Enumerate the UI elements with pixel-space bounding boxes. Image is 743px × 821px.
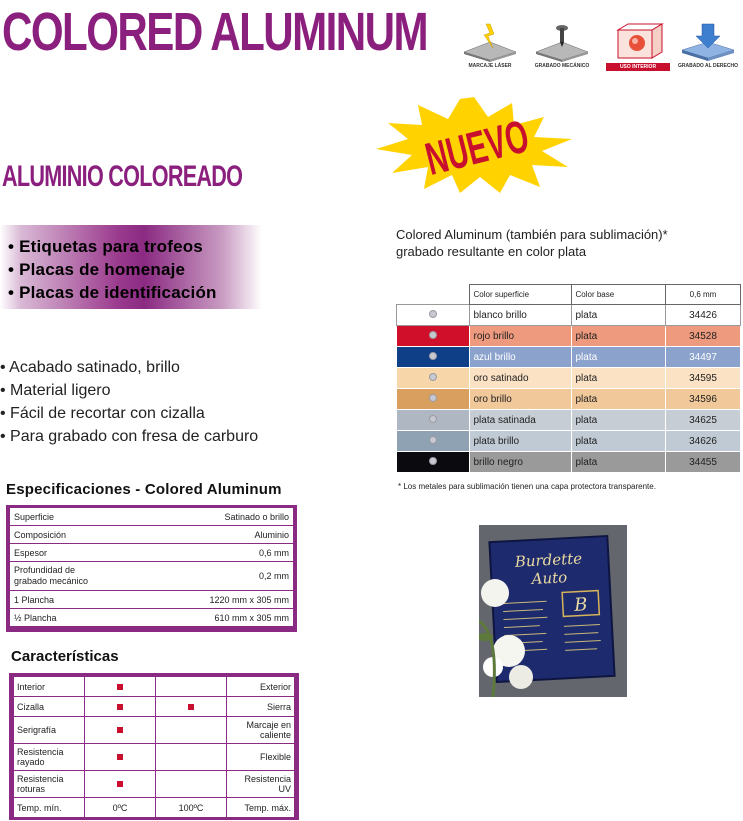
mark-icon [117,754,123,760]
application-item: • Placas de identificación [8,281,262,304]
char-mark-b [156,677,227,697]
column-header: Color base [571,285,666,305]
mark-icon [117,704,123,710]
color-swatch [397,368,470,389]
footnote: * Los metales para sublimación tienen una capa protectora transparente. [398,482,656,491]
characteristics-box [9,673,299,820]
table-row [10,562,293,591]
table-row [397,305,741,326]
table-row [10,526,293,544]
spec-value: 1220 mm x 305 mm [98,591,293,609]
product-code: 34528 [666,326,741,347]
char-mark-a [85,771,156,798]
silver-dot-icon [429,415,437,423]
product-code: 34497 [666,347,741,368]
table-row [14,677,295,697]
table-row [10,544,293,562]
feature-item: • Fácil de recortar con cizalla [0,402,258,425]
description-line: Colored Aluminum (también para sublimación)* [396,227,668,242]
surface-color: brillo negro [469,452,571,473]
color-swatch [397,410,470,431]
surface-color: rojo brillo [469,326,571,347]
plaque-title: Burdette [514,549,583,571]
feature-item: • Para grabado con fresa de carburo [0,425,258,448]
specs-heading: Especificaciones - Colored Aluminum [6,481,282,498]
description-line: grabado resultante en color plata [396,244,587,259]
spec-value: Satinado o brillo [98,508,293,526]
feature-item: • Acabado satinado, brillo [0,356,258,379]
color-swatch [397,389,470,410]
char-left-label: Interior [14,677,85,697]
specs-table [10,508,293,626]
color-swatch [397,431,470,452]
applications-band [0,225,262,309]
table-row [397,389,741,410]
plaque-title: Auto [531,568,568,589]
table-row [14,798,295,818]
silver-dot-icon [429,457,437,465]
temp-min-value: 0ºC [85,798,156,818]
rotary-engraving-icon: GRABADO MECÁNICO [530,22,594,74]
table-row [10,591,293,609]
product-code: 34626 [666,431,741,452]
features-list [0,356,258,448]
color-swatch [397,305,470,326]
char-mark-a [85,717,156,744]
surface-color: plata satinada [469,410,571,431]
char-right-label: Flexible [227,744,295,771]
table-row [397,431,741,452]
char-mark-b [156,717,227,744]
product-code: 34596 [666,389,741,410]
indoor-use-icon: USO INTERIOR [606,22,670,74]
char-right-label: Resistencia UV [227,771,295,798]
mark-icon [117,727,123,733]
laser-engraving-icon: MARCAJE LÁSER [458,22,522,74]
column-header: Color superficie [469,285,571,305]
base-color: plata [571,305,666,326]
silver-dot-icon [429,373,437,381]
product-code: 34595 [666,368,741,389]
char-mark-a [85,677,156,697]
spec-label: 1 Plancha [10,591,98,609]
char-mark-a [85,744,156,771]
specs-box [6,505,297,632]
char-right-label: Sierra [227,697,295,717]
silver-dot-icon [429,331,437,339]
base-color: plata [571,326,666,347]
table-row [397,368,741,389]
table-row [397,347,741,368]
color-swatch [397,326,470,347]
product-code: 34625 [666,410,741,431]
char-mark-b [156,744,227,771]
swatch-header [397,285,470,305]
spec-label: ½ Plancha [14,612,57,623]
base-color: plata [571,410,666,431]
surface-color: oro brillo [469,389,571,410]
spec-value: 0,6 mm [98,544,293,562]
column-header: 0,6 mm [666,285,741,305]
new-badge-text: NUEVO [420,95,577,185]
table-row [10,609,293,627]
table-row [14,717,295,744]
application-item: • Etiquetas para trofeos [8,235,262,258]
spec-value: Aluminio [98,526,293,544]
silver-dot-icon [429,352,437,360]
front-engraving-icon: GRABADO AL DERECHO [676,22,740,74]
product-photo [479,525,627,697]
table-row [10,508,293,526]
product-code: 34426 [666,305,741,326]
temp-min-label: Temp. mín. [14,798,85,818]
char-mark-b [156,771,227,798]
surface-color: oro satinado [469,368,571,389]
silver-dot-icon [429,310,437,318]
feature-item: • Material ligero [0,379,258,402]
mark-icon [117,781,123,787]
characteristics-heading: Características [11,648,119,665]
spec-value: 610 mm x 305 mm [214,612,289,623]
product-description [396,226,668,260]
char-mark-b [156,697,227,717]
process-icons [458,22,743,74]
base-color: plata [571,368,666,389]
new-badge [372,95,577,195]
surface-color: azul brillo [469,347,571,368]
table-row [397,326,741,347]
mark-icon [188,704,194,710]
char-right-label: Marcaje en caliente [227,717,295,744]
table-row [397,452,741,473]
product-code: 34455 [666,452,741,473]
table-row [14,771,295,798]
char-mark-a [85,697,156,717]
application-item: • Placas de homenaje [8,258,262,281]
char-left-label: Resistencia roturas [14,771,85,798]
temp-max-value: 100ºC [156,798,227,818]
spec-label: Composición [10,526,98,544]
base-color: plata [571,431,666,452]
page-title: COLORED ALUMINUM [2,2,428,62]
silver-dot-icon [429,436,437,444]
plaque-letter: B [573,594,588,616]
color-swatch [397,347,470,368]
spec-label: Espesor [10,544,98,562]
spec-label: Superficie [10,508,98,526]
char-right-label: Exterior [227,677,295,697]
char-left-label: Serigrafía [14,717,85,744]
table-row [397,410,741,431]
table-row [14,744,295,771]
characteristics-table [13,676,295,818]
char-left-label: Resistencia rayado [14,744,85,771]
temp-max-label: Temp. máx. [227,798,295,818]
table-header-row [397,285,741,305]
silver-dot-icon [429,394,437,402]
surface-color: blanco brillo [469,305,571,326]
color-table [396,284,741,473]
spec-value: 0,2 mm [98,562,293,591]
base-color: plata [571,347,666,368]
table-row [14,697,295,717]
base-color: plata [571,389,666,410]
base-color: plata [571,452,666,473]
spec-label: Profundidad de grabado mecánico [10,562,98,591]
char-left-label: Cizalla [14,697,85,717]
page-subtitle: ALUMINIO COLOREADO [2,160,243,193]
color-swatch [397,452,470,473]
surface-color: plata brillo [469,431,571,452]
mark-icon [117,684,123,690]
